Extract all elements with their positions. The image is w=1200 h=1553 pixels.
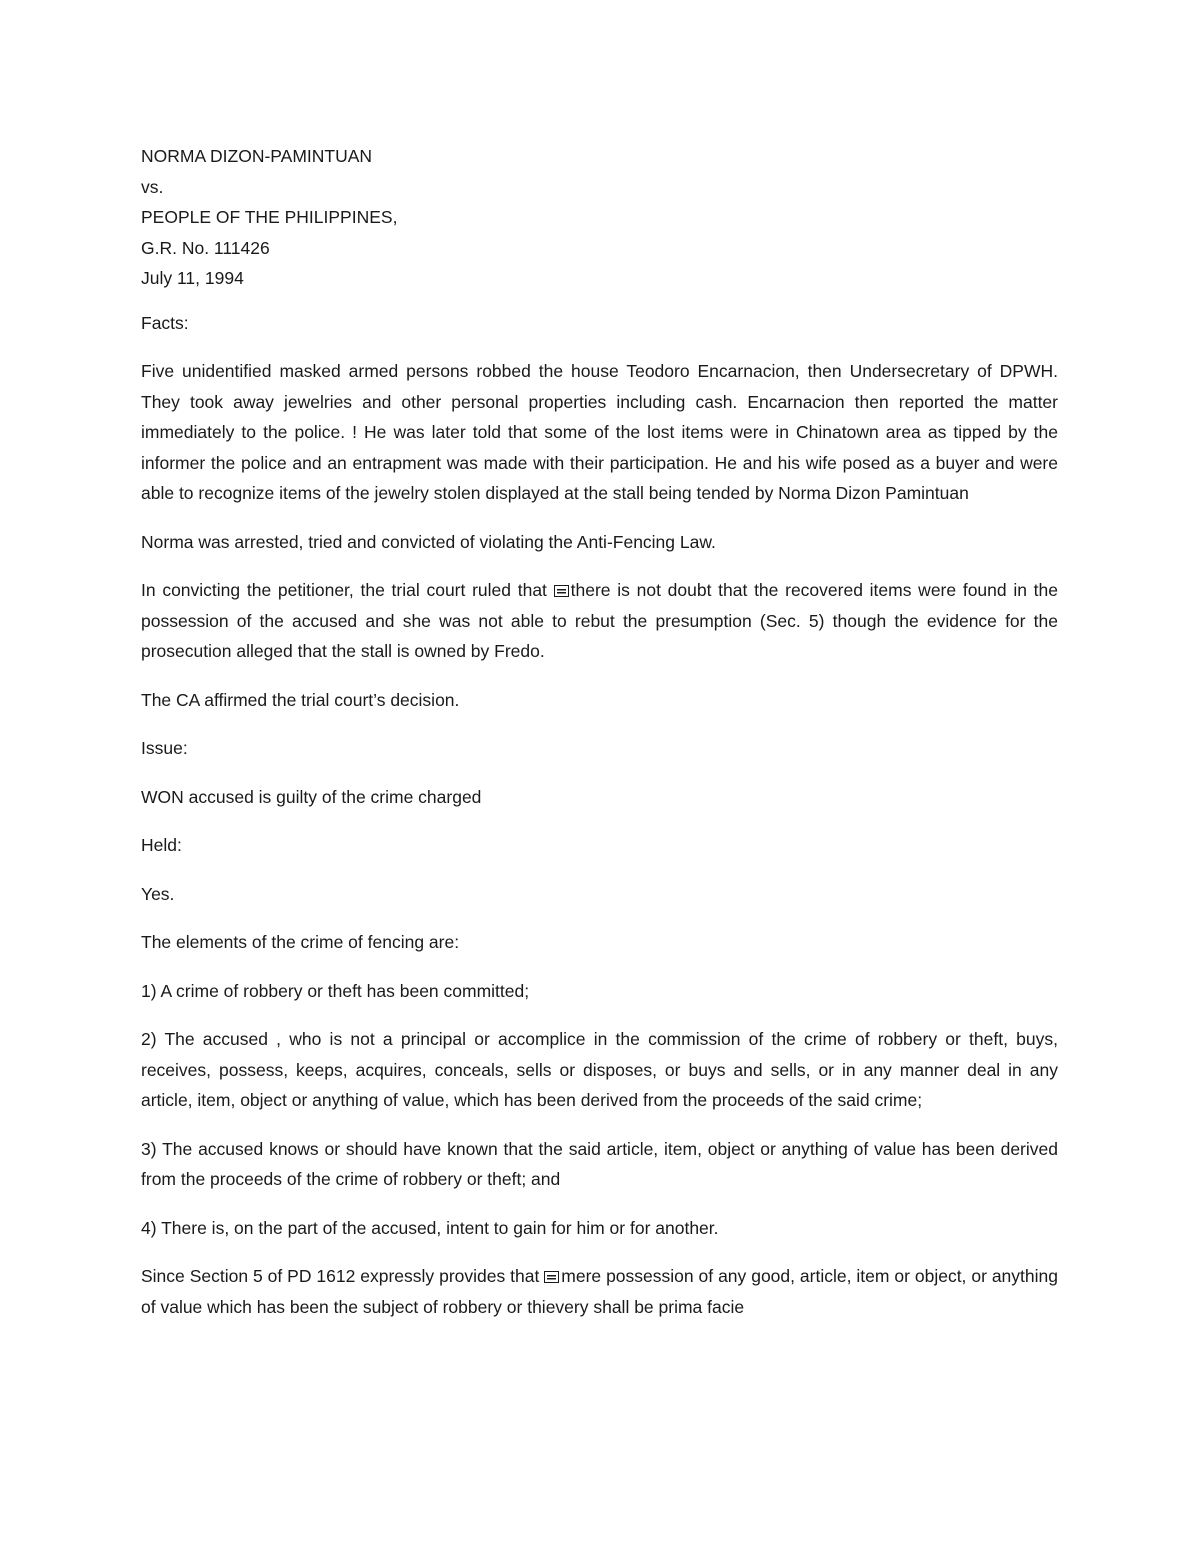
final-paragraph-start: Since Section 5 of PD 1612 expressly provides that [141,1266,545,1286]
quote-glyph-icon [544,1271,559,1283]
element-item-1: 1) A crime of robbery or theft has been committed; [141,980,530,1001]
facts-heading: Facts: [141,312,189,333]
gr-number: G.R. No. 111426 [141,237,270,258]
held-answer: Yes. [141,883,175,904]
facts-paragraph-4: The CA affirmed the trial court’s decision. [141,689,460,710]
final-paragraph-quote: mere possession of any good, article, item or object, or anything of value which has been the subject of robbery or thievery shall be prima facie [141,1266,1058,1317]
facts-paragraph-3-start: In convicting the petitioner, the trial court ruled that [141,580,554,600]
element-item-2: 2) The accused , who is not a principal or accomplice in the commission of the crime of robbery or theft, buys, receives, possess, keeps, acquires, conceals, sells or disposes, or buys and sells, or in any manner deal in any article, item, object or anything of value, which has been derived from the proceeds of the said crime; [141,1029,1058,1110]
facts-paragraph-3-quote: there is not doubt that the recovered items were found in the possession of the accused and she was not able to rebut the presumption (Sec. 5) though the evidence for the prosecution alleged that the stall is owned by Fredo. [141,580,1059,661]
elements-intro: The elements of the crime of fencing are: [141,932,460,952]
final-paragraph [141,1261,1058,1322]
facts-paragraph-1: Five unidentified masked armed persons robbed the house Teodoro Encarnacion, then Undersecretary of DPWH. They took away jewelries and other personal properties including cash. Encarnacion then reported the matter immediately to the police. ! He was later told that some of the lost items were in Chinatown area as tipped by the informer the police and an entrapment was made with their participation. He and his wife posed as a buyer and were able to recognize items of the jewelry stolen displayed at the stall being tended by Norma Dizon Pamintuan [141,361,1058,503]
element-item-4: 4) There is, on the part of the accused, intent to gain for him or for another. [141,1217,719,1238]
facts-paragraph-3 [141,575,1058,667]
quote-glyph-icon [554,585,569,597]
issue-text: WON accused is guilty of the crime charged [141,786,482,807]
facts-paragraph-2: Norma was arrested, tried and convicted of violating the Anti-Fencing Law. [141,531,716,552]
respondent-name: PEOPLE OF THE PHILIPPINES, [141,207,398,227]
petitioner-name: NORMA DIZON-PAMINTUAN [141,146,373,166]
held-heading: Held: [141,835,182,855]
element-item-3: 3) The accused knows or should have known that the said article, item, object or anything of value has been derived from the proceeds of the crime of robbery or theft; and [141,1138,1058,1189]
issue-heading: Issue: [141,738,188,758]
document-body [141,141,1058,1322]
decision-date: July 11, 1994 [141,268,244,288]
versus-label: vs. [141,176,164,197]
